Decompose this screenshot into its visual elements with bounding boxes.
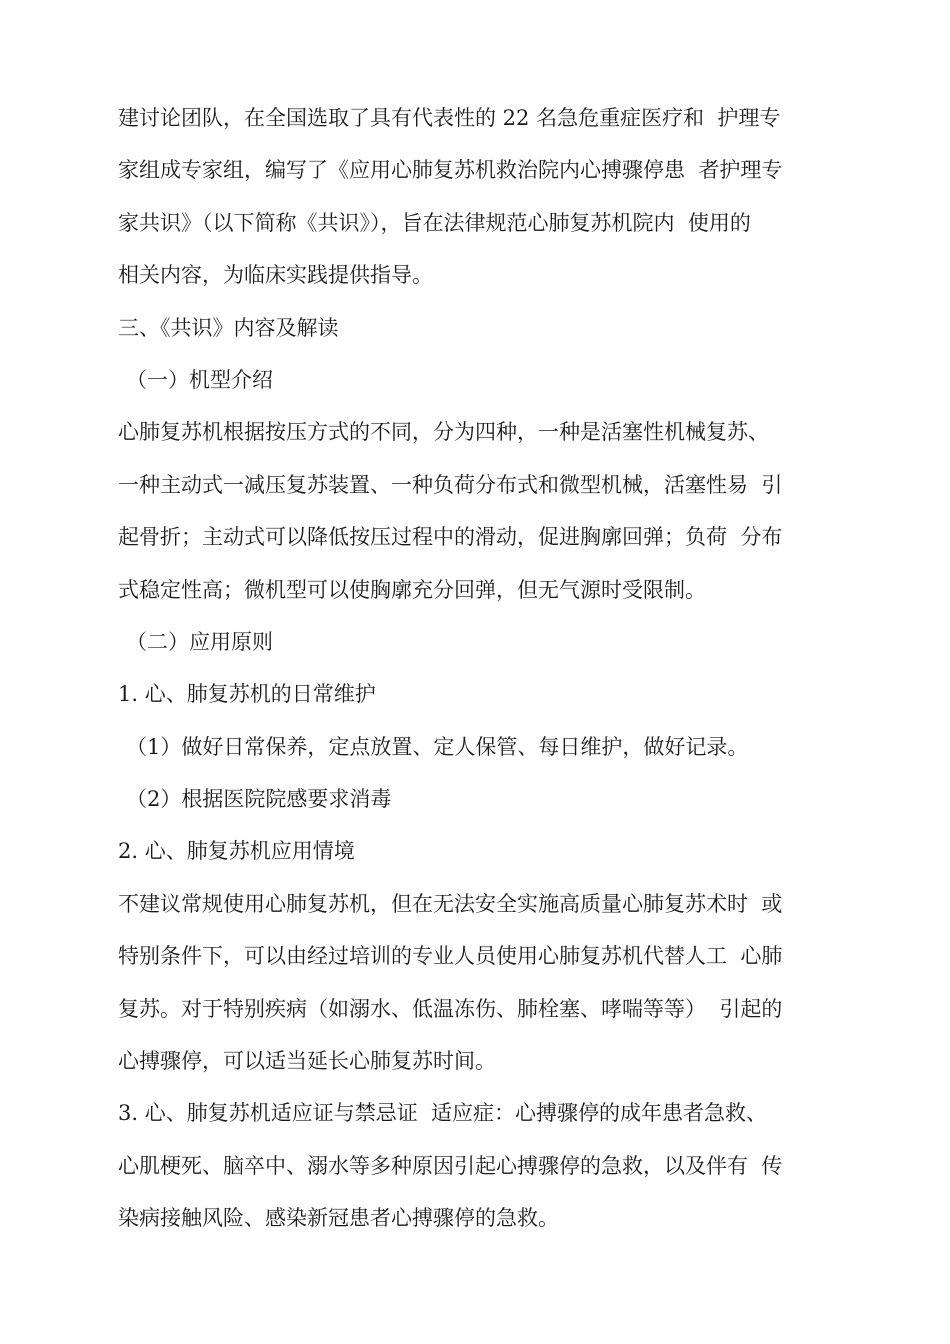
- numbered-heading: 2. 心、肺复苏机应用情境: [118, 839, 355, 864]
- section-heading: 三、《共识》内容及解读: [118, 315, 339, 340]
- subsection-heading: （一）机型介绍: [126, 367, 273, 392]
- body-text-line: 心肌梗死、脑卒中、溺水等多种原因引起心搏骤停的急救，以及伴有 传: [118, 1153, 783, 1178]
- body-text-line: 起骨折；主动式可以降低按压过程中的滑动，促进胸廓回弹；负荷 分布: [118, 525, 783, 550]
- list-item: （2）根据医院院感要求消毒: [126, 787, 392, 812]
- body-text-line: 建讨论团队，在全国选取了具有代表性的 22 名急危重症医疗和 护理专: [118, 106, 781, 130]
- body-text-line: 心肺复苏机根据按压方式的不同，分为四种，一种是活塞性机械复苏、: [118, 420, 769, 445]
- body-text-line: 相关内容，为临床实践提供指导。: [118, 263, 433, 288]
- numbered-heading: 3. 心、肺复苏机适应证与禁忌证 适应症：心搏骤停的成年患者急救、: [118, 1101, 768, 1126]
- body-text-line: 家组成专家组，编写了《应用心肺复苏机救治院内心搏骤停患 者护理专: [118, 158, 783, 183]
- body-text-line: 特别条件下，可以由经过培训的专业人员使用心肺复苏机代替人工 心肺: [118, 944, 783, 969]
- subsection-heading: （二）应用原则: [126, 629, 273, 654]
- body-text-line: 家共识》（以下简称《共识》），旨在法律规范心肺复苏机院内 使用的: [118, 210, 751, 235]
- body-text-line: 染病接触风险、感染新冠患者心搏骤停的急救。: [118, 1206, 559, 1231]
- body-text-line: 不建议常规使用心肺复苏机，但在无法安全实施高质量心肺复苏术时 或: [118, 891, 783, 916]
- body-text-line: 一种主动式一减压复苏装置、一种负荷分布式和微型机械，活塞性易 引: [118, 472, 783, 497]
- body-text-line: 心搏骤停，可以适当延长心肺复苏时间。: [118, 1049, 496, 1074]
- body-text-line: 式稳定性高；微机型可以使胸廓充分回弹，但无气源时受限制。: [118, 577, 706, 602]
- body-text-line: 复苏。对于特别疾病（如溺水、低温冻伤、肺栓塞、哮喘等等） 引起的: [118, 996, 783, 1021]
- list-item: （1）做好日常保养，定点放置、定人保管、每日维护，做好记录。: [126, 734, 749, 759]
- numbered-heading: 1. 心、肺复苏机的日常维护: [118, 682, 376, 707]
